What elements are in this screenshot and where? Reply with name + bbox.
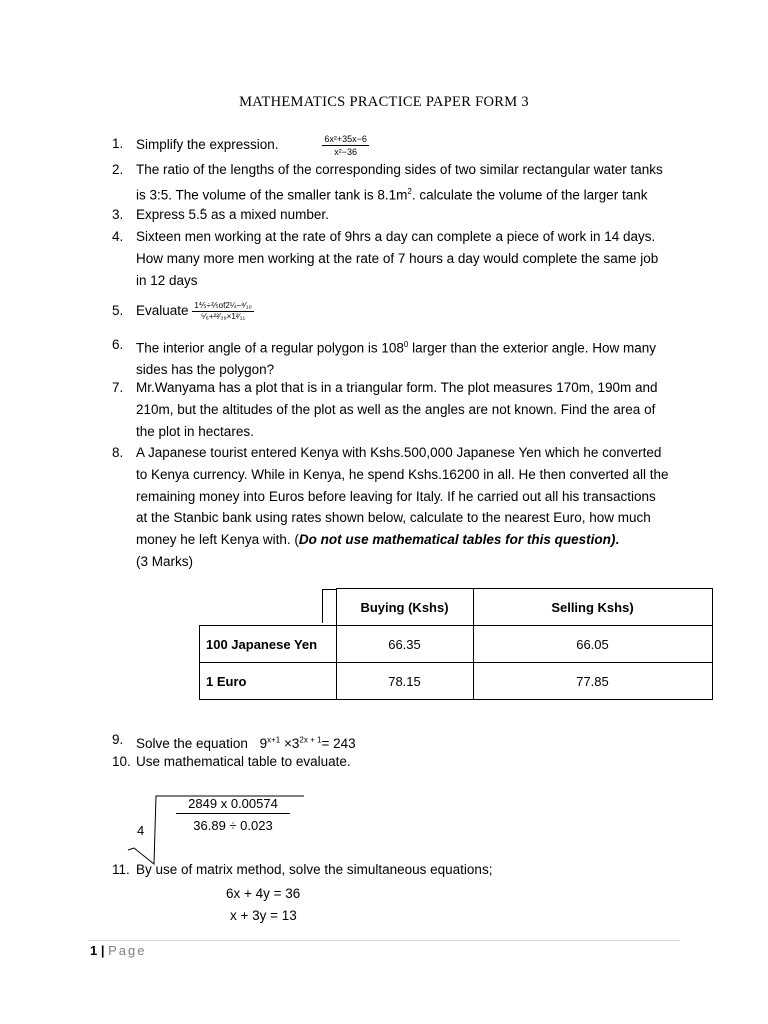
table-cell-label: 100 Japanese Yen <box>200 626 337 663</box>
text-segment: 9 <box>259 735 268 751</box>
question-line: How many more men working at the rate of 7 hours a day would complete the same job <box>136 250 659 266</box>
table-cell: 78.15 <box>336 663 473 700</box>
evaluate-fraction <box>192 301 254 322</box>
equation-1: 6x + 4y = 36 <box>226 885 301 901</box>
table-row <box>200 663 713 700</box>
question-number: 1. <box>112 136 124 151</box>
text-segment: is 3:5. The volume of the smaller tank is 8.1m <box>136 187 408 203</box>
question-number: 2. <box>112 162 124 177</box>
fraction-numerator: 6x²+35x−6 <box>324 134 367 144</box>
root-numerator: 2849 x 0.00574 <box>176 796 290 814</box>
question-number: 9. <box>112 732 124 747</box>
table-cell: 66.05 <box>473 626 712 663</box>
question-number: 10. <box>112 754 131 769</box>
recurring-digit: 5 · <box>200 207 208 222</box>
table-cell-label: 1 Euro <box>200 663 337 700</box>
superscript: 2 <box>407 186 412 196</box>
text-segment: Express 5. <box>136 207 200 222</box>
fraction-denominator: ⁵⁄₆+²²⁄₃₉×1²⁄₁₁ <box>201 311 246 321</box>
table-header-cell: Buying (Kshs) <box>336 589 473 626</box>
page-footer <box>90 943 146 958</box>
question-line <box>136 181 692 206</box>
footer-divider <box>88 940 680 941</box>
table-corner-cell <box>200 589 337 626</box>
text-segment: ×3 <box>284 735 300 751</box>
question-3 <box>112 204 692 226</box>
question-line: the plot in hectares. <box>136 423 254 439</box>
question-line: Mr.Wanyama has a plot that is in a triangular form. The plot measures 170m, 190m and <box>136 380 658 395</box>
table-header-cell: Selling Kshs) <box>473 589 712 626</box>
text-segment: money he left Kenya with. ( <box>136 532 299 548</box>
page-number: 1 <box>90 943 98 958</box>
marks-label: (3 Marks) <box>136 553 193 569</box>
table-cell: 66.35 <box>336 626 473 663</box>
question-line: 210m, but the altitudes of the plot as well as the angles are not known. Find the area of <box>136 401 656 417</box>
superscript: 2x + 1 <box>299 735 322 744</box>
question-number: 11. <box>112 862 130 877</box>
fraction <box>322 133 369 158</box>
page-label: Page <box>108 943 147 958</box>
question-line <box>136 529 692 551</box>
table-header-row <box>200 589 713 626</box>
question-text: Use mathematical table to evaluate. <box>136 754 351 769</box>
question-8 <box>112 442 692 573</box>
text-segment: The interior angle of a regular polygon is 108 <box>136 340 404 356</box>
question-line: The ratio of the lengths of the corresponding sides of two similar rectangular water tanks <box>136 162 663 177</box>
superscript: x+1 <box>267 735 281 744</box>
root-denominator: 36.89 ÷ 0.023 <box>193 818 273 833</box>
text-segment: . calculate the volume of the larger tank <box>411 187 648 203</box>
question-11 <box>112 859 692 926</box>
question-4 <box>112 226 692 291</box>
question-2 <box>112 159 692 206</box>
question-text: Simplify the expression. <box>136 137 279 153</box>
equation-2: x + 3y = 13 <box>230 907 297 923</box>
question-line: in 12 days <box>136 272 198 288</box>
question-line: to Kenya currency. While in Kenya, he spend Kshs.16200 in all. He then converted all the <box>136 466 669 482</box>
question-text: By use of matrix method, solve the simultaneous equations; <box>136 862 493 877</box>
emphasis-text: Do not use mathematical tables for this question) <box>298 532 616 548</box>
question-7 <box>112 377 692 442</box>
question-number: 7. <box>112 380 124 395</box>
text-segment: = 243 <box>321 735 356 751</box>
question-text <box>136 207 329 222</box>
question-number: 6. <box>112 337 124 352</box>
question-line <box>136 334 692 359</box>
question-text: Solve the equation <box>136 735 248 751</box>
question-line: Sixteen men working at the rate of 9hrs a day can complete a piece of work in 14 days. <box>136 229 656 244</box>
question-line: A Japanese tourist entered Kenya with Kshs.500,000 Japanese Yen which he converted <box>136 445 662 460</box>
question-number: 4. <box>112 229 124 244</box>
question-line: at the Stanbic bank using rates shown below, calculate to the nearest Euro, how much <box>136 510 651 526</box>
question-text: Evaluate <box>136 303 189 318</box>
table-cell: 77.85 <box>473 663 712 700</box>
fraction-denominator: x²−36 <box>334 147 357 157</box>
question-number: 3. <box>112 207 124 222</box>
question-number: 8. <box>112 445 124 460</box>
page-title: MATHEMATICS PRACTICE PAPER FORM 3 <box>239 94 529 110</box>
question-6 <box>112 334 692 381</box>
question-line: sides has the polygon? <box>136 362 275 378</box>
question-line: remaining money into Euros before leaving for Italy. If he carried out all his transactions <box>136 488 656 504</box>
question-number: 5. <box>112 303 124 318</box>
fraction-numerator: 1⅘÷⅖of2¼−⁸⁄₁₀ <box>194 300 252 310</box>
text-segment: as a mixed number. <box>207 207 329 222</box>
footer-separator: | <box>97 943 109 958</box>
superscript: 0 <box>403 340 409 349</box>
root-index: 4 <box>137 823 145 838</box>
question-1 <box>112 133 692 158</box>
equation <box>260 736 356 751</box>
text-segment: larger than the exterior angle. How many <box>408 340 657 356</box>
text-segment: . <box>615 532 620 548</box>
exchange-rates-table <box>199 588 713 700</box>
table-row <box>200 626 713 663</box>
question-5 <box>112 300 692 322</box>
question-10 <box>112 751 692 773</box>
